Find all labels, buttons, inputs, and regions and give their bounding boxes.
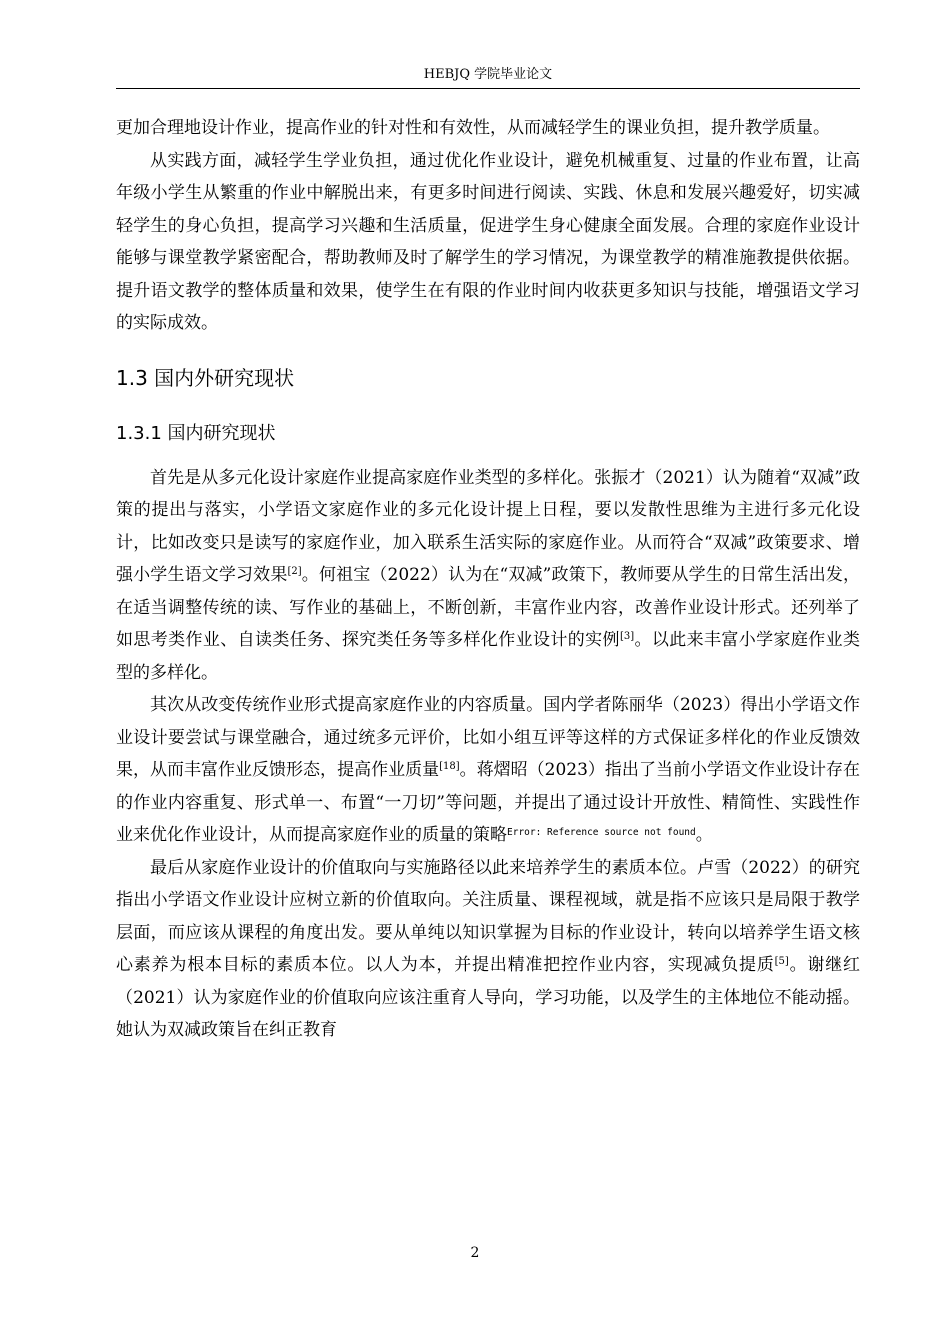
page-number: 2 (470, 1245, 480, 1261)
section-heading-1-3: 1.3 国内外研究现状 (116, 365, 295, 390)
header-divider (116, 88, 860, 89)
reference-error-text: Error: Reference source not found (507, 827, 696, 838)
paragraph-3-text-b: 。何祖宝（2022）认为在“双减”政策下，教师要从学生的日常生活出发，在适当调整传统的读、写作业的基础上，不断创新，丰富作业内容，改善作业设计形式。还列举了如思考类作业、自读类任务、探究类任务等多样化作业设计的实例 (116, 565, 861, 650)
citation-2: [2] (287, 566, 302, 577)
document-body (116, 112, 860, 1047)
subsection-heading-1-3-1: 1.3.1 国内研究现状 (116, 422, 276, 444)
paragraph-3-text-a: 首先是从多元化设计家庭作业提高家庭作业类型的多样化。张振才（2021）认为随着“双减”政策的提出与落实，小学语文家庭作业的多元化设计提上日程，要以发散性思维为主进行多元化设计，比如改变只是读写的家庭作业，加入联系生活实际的家庭作业。从而符合“双减”政策要求、增强小学生语文学习效果 (116, 467, 860, 585)
paragraph-4 (116, 689, 860, 852)
citation-5: [5] (774, 956, 789, 967)
paragraph-4-text-b: 。蒋熠昭（2023）指出了当前小学语文作业设计存在的作业内容重复、形式单一、布置“一刀切”等问题，并提出了通过设计开放性、精简性、实践性作业来优化作业设计，从而提高家庭作业的质量的策略 (116, 760, 860, 845)
paragraph-1: 更加合理地设计作业，提高作业的针对性和有效性，从而减轻学生的课业负担，提升教学质量。 (116, 118, 830, 138)
page-header: HEBJQ 学院毕业论文 (423, 67, 553, 82)
paragraph-4-text-c: 。 (695, 825, 713, 845)
paragraph-4-text-a: 其次从改变传统作业形式提高家庭作业的内容质量。国内学者陈丽华（2023）得出小学语文作业设计要尝试与课堂融合，通过统多元评价，比如小组互评等这样的方式保证多样化的作业反馈效果，从而丰富作业反馈形态，提高作业质量 (116, 695, 860, 780)
paragraph-5 (116, 852, 860, 1047)
citation-18: [18] (439, 761, 460, 772)
paragraph-3 (116, 462, 860, 690)
paragraph-5-text-a: 最后从家庭作业设计的价值取向与实施路径以此来培养学生的素质本位。卢雪（2022）的研究指出小学语文作业设计应树立新的价值取向。关注质量、课程视域，就是指不应该只是局限于教学层面，而应该从课程的角度出发。要从单纯以知识掌握为目标的作业设计，转向以培养学生语文核心素养为根本目标的素质本位。以人为本，并提出精准把控作业内容，实现减负提质 (116, 857, 860, 975)
paragraph-2: 从实践方面，减轻学生学业负担，通过优化作业设计，避免机械重复、过量的作业布置，让高年级小学生从繁重的作业中解脱出来，有更多时间进行阅读、实践、休息和发展兴趣爱好，切实减轻学生的身心负担，提高学习兴趣和生活质量，促进学生身心健康全面发展。合理的家庭作业设计能够与课堂教学紧密配合，帮助教师及时了解学生的学习情况，为课堂教学的精准施教提供依据。提升语文教学的整体质量和效果，使学生在有限的作业时间内收获更多知识与技能，增强语文学习的实际成效。 (116, 150, 860, 333)
paragraph-3-text-c: 。以此来丰富小学家庭作业类型的多样化。 (116, 630, 861, 683)
citation-3: [3] (619, 631, 635, 642)
paragraph-5-text-b: 。谢继红（2021）认为家庭作业的价值取向应该注重育人导向，学习功能，以及学生的主体地位不能动摇。她认为双减政策旨在纠正教育 (116, 955, 860, 1040)
